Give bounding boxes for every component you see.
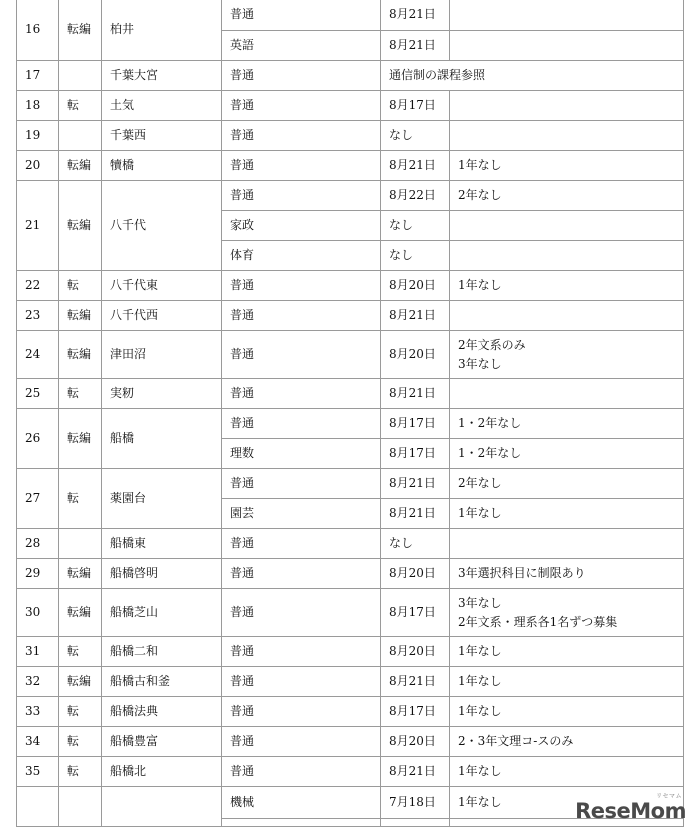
exam-date: 8月21日: [381, 499, 450, 529]
row-number: 31: [17, 637, 59, 667]
table-row: [17, 529, 684, 559]
remarks: [450, 589, 684, 637]
course-name: 普通: [222, 151, 381, 181]
row-number: 27: [17, 469, 59, 529]
school-name: 八千代: [102, 181, 222, 271]
course-name: 普通: [222, 757, 381, 787]
course-name: 普通: [222, 331, 381, 379]
school-name: 船橋二和: [102, 637, 222, 667]
course-name: 普通: [222, 409, 381, 439]
exam-date: 8月17日: [381, 91, 450, 121]
school-name: 船橋芝山: [102, 589, 222, 637]
table-row: [17, 91, 684, 121]
school-name: 千葉大宮: [102, 61, 222, 91]
remarks: [450, 727, 684, 757]
transfer-type: 転: [59, 469, 102, 529]
transfer-type: 転編: [59, 331, 102, 379]
remarks: [450, 181, 684, 211]
exam-date: 8月21日: [381, 379, 450, 409]
table-row: [17, 379, 684, 409]
row-number: 24: [17, 331, 59, 379]
table-row: [17, 637, 684, 667]
course-name: 普通: [222, 61, 381, 91]
transfer-type: [59, 61, 102, 91]
remark-line: 2年なし: [458, 188, 502, 202]
school-name: 船橋: [102, 409, 222, 469]
table-row: [17, 667, 684, 697]
remark-line: 3年なし: [458, 595, 502, 610]
transfer-type: 転編: [59, 409, 102, 469]
row-number: 28: [17, 529, 59, 559]
row-number: 23: [17, 301, 59, 331]
course-name: 普通: [222, 271, 381, 301]
exam-date: 8月21日: [381, 31, 450, 61]
row-number: 18: [17, 91, 59, 121]
row-number: 32: [17, 667, 59, 697]
transfer-type: [59, 121, 102, 151]
school-name: 船橋東: [102, 529, 222, 559]
transfer-type: 転: [59, 91, 102, 121]
row-number: 17: [17, 61, 59, 91]
course-name: 普通: [222, 637, 381, 667]
remarks: [450, 271, 684, 301]
row-number: 20: [17, 151, 59, 181]
row-number: 35: [17, 757, 59, 787]
exam-date: 通信制の課程参照: [381, 61, 684, 91]
table-row: [17, 469, 684, 499]
table-row: [17, 0, 684, 31]
table-row: [17, 409, 684, 439]
exam-date: 8月20日: [381, 559, 450, 589]
table-row: [17, 151, 684, 181]
remarks: [450, 469, 684, 499]
exam-date: 8月17日: [381, 589, 450, 637]
exam-date: 8月21日: [381, 151, 450, 181]
row-number: 16: [17, 0, 59, 61]
remarks: [450, 637, 684, 667]
row-number: 21: [17, 181, 59, 271]
remarks: [450, 697, 684, 727]
remarks: [450, 0, 684, 31]
school-name: 船橋法典: [102, 697, 222, 727]
course-name: 普通: [222, 0, 381, 31]
table-row: [17, 727, 684, 757]
remarks: [450, 331, 684, 379]
logo-ruby: リセマム: [656, 793, 682, 800]
exam-date: 8月21日: [381, 0, 450, 31]
remarks: [450, 301, 684, 331]
exam-date: 8月21日: [381, 301, 450, 331]
course-name: 英語: [222, 31, 381, 61]
logo-text: ReseMom: [575, 799, 686, 823]
row-number: 30: [17, 589, 59, 637]
transfer-type: 転: [59, 637, 102, 667]
remark-line: 3年選択科目に制限あり: [458, 566, 586, 580]
exam-date: 8月17日: [381, 409, 450, 439]
course-name: 普通: [222, 529, 381, 559]
transfer-type: 転: [59, 727, 102, 757]
exam-date: 8月21日: [381, 469, 450, 499]
remarks: [450, 667, 684, 697]
transfer-type: 転編: [59, 181, 102, 271]
transfer-type: [59, 529, 102, 559]
table-row: [17, 301, 684, 331]
course-name: 普通: [222, 589, 381, 637]
remark-line: 1年なし: [458, 704, 502, 718]
course-name: 普通: [222, 667, 381, 697]
remark-line: 1年なし: [458, 764, 502, 778]
exam-date: 8月22日: [381, 181, 450, 211]
row-number: 34: [17, 727, 59, 757]
remarks: [450, 121, 684, 151]
school-name: 船橋啓明: [102, 559, 222, 589]
course-name: 理数: [222, 439, 381, 469]
exam-date: なし: [381, 529, 450, 559]
exam-date: 8月17日: [381, 697, 450, 727]
course-name: 普通: [222, 727, 381, 757]
remarks: [450, 439, 684, 469]
school-name: 八千代東: [102, 271, 222, 301]
exam-date: 8月21日: [381, 757, 450, 787]
remarks: [450, 91, 684, 121]
course-name: 普通: [222, 121, 381, 151]
row-number: 19: [17, 121, 59, 151]
remark-line: 3年なし: [458, 356, 502, 371]
remark-line: 1・2年なし: [458, 446, 522, 460]
exam-date: [381, 819, 450, 827]
transfer-type: [59, 787, 102, 827]
exam-date: 7月18日: [381, 787, 450, 819]
transfer-type: 転編: [59, 151, 102, 181]
row-number: 22: [17, 271, 59, 301]
course-name: 家政: [222, 211, 381, 241]
table-row: [17, 559, 684, 589]
course-name: 機械: [222, 787, 381, 819]
transfer-admission-table: [16, 0, 684, 827]
row-number: 26: [17, 409, 59, 469]
row-number: 29: [17, 559, 59, 589]
table-row: [17, 697, 684, 727]
school-name: 船橋古和釜: [102, 667, 222, 697]
table-body: [17, 0, 684, 827]
course-name: 普通: [222, 91, 381, 121]
course-name: 普通: [222, 181, 381, 211]
remark-line: 1年なし: [458, 506, 502, 520]
remark-line: 2年なし: [458, 476, 502, 490]
school-name: 千葉西: [102, 121, 222, 151]
remarks: [450, 151, 684, 181]
exam-date: 8月20日: [381, 727, 450, 757]
school-name: 八千代西: [102, 301, 222, 331]
course-name: 普通: [222, 559, 381, 589]
exam-date: 8月17日: [381, 439, 450, 469]
remarks: [450, 499, 684, 529]
exam-date: 8月20日: [381, 637, 450, 667]
table-row: [17, 181, 684, 211]
school-name: 船橋豊富: [102, 727, 222, 757]
remarks: [450, 31, 684, 61]
remark-line: 1年なし: [458, 278, 502, 292]
course-name: [222, 819, 381, 827]
remarks: [450, 757, 684, 787]
school-name: 土気: [102, 91, 222, 121]
table-row: [17, 61, 684, 91]
remark-line: 2年文系・理系各1名ずつ募集: [458, 614, 618, 629]
remark-line: 1年なし: [458, 644, 502, 658]
remark-line: 2・3年文理コ-スのみ: [458, 734, 574, 748]
school-name: 薬園台: [102, 469, 222, 529]
course-name: 普通: [222, 469, 381, 499]
remark-line: 1・2年なし: [458, 416, 522, 430]
course-name: 普通: [222, 379, 381, 409]
course-name: 体育: [222, 241, 381, 271]
course-name: 普通: [222, 697, 381, 727]
school-name: [102, 787, 222, 827]
transfer-type: 転編: [59, 0, 102, 61]
transfer-type: 転編: [59, 667, 102, 697]
remarks: [450, 379, 684, 409]
exam-date: 8月20日: [381, 331, 450, 379]
school-name: 犢橋: [102, 151, 222, 181]
school-name: 船橋北: [102, 757, 222, 787]
row-number: [17, 787, 59, 827]
table-row: [17, 589, 684, 637]
school-name: 柏井: [102, 0, 222, 61]
transfer-type: 転編: [59, 589, 102, 637]
table-row: [17, 121, 684, 151]
school-name: 実籾: [102, 379, 222, 409]
remarks: [450, 529, 684, 559]
remark-line: 1年なし: [458, 674, 502, 688]
course-name: 園芸: [222, 499, 381, 529]
course-name: 普通: [222, 301, 381, 331]
row-number: 33: [17, 697, 59, 727]
row-number: 25: [17, 379, 59, 409]
transfer-type: 転: [59, 379, 102, 409]
table-row: [17, 331, 684, 379]
transfer-type: 転編: [59, 301, 102, 331]
transfer-type: 転編: [59, 559, 102, 589]
exam-date: 8月21日: [381, 667, 450, 697]
exam-date: なし: [381, 241, 450, 271]
transfer-type: 転: [59, 757, 102, 787]
table-row: [17, 757, 684, 787]
remarks: [450, 211, 684, 241]
remark-line: 1年なし: [458, 158, 502, 172]
remark-line: 1年なし: [458, 795, 502, 809]
transfer-type: 転: [59, 697, 102, 727]
exam-date: 8月20日: [381, 271, 450, 301]
exam-date: なし: [381, 211, 450, 241]
remarks: [450, 559, 684, 589]
resemom-logo: [575, 793, 686, 823]
remark-line: 2年文系のみ: [458, 337, 526, 352]
transfer-type: 転: [59, 271, 102, 301]
school-name: 津田沼: [102, 331, 222, 379]
remarks: [450, 409, 684, 439]
remarks: [450, 241, 684, 271]
exam-date: なし: [381, 121, 450, 151]
table-row: [17, 271, 684, 301]
